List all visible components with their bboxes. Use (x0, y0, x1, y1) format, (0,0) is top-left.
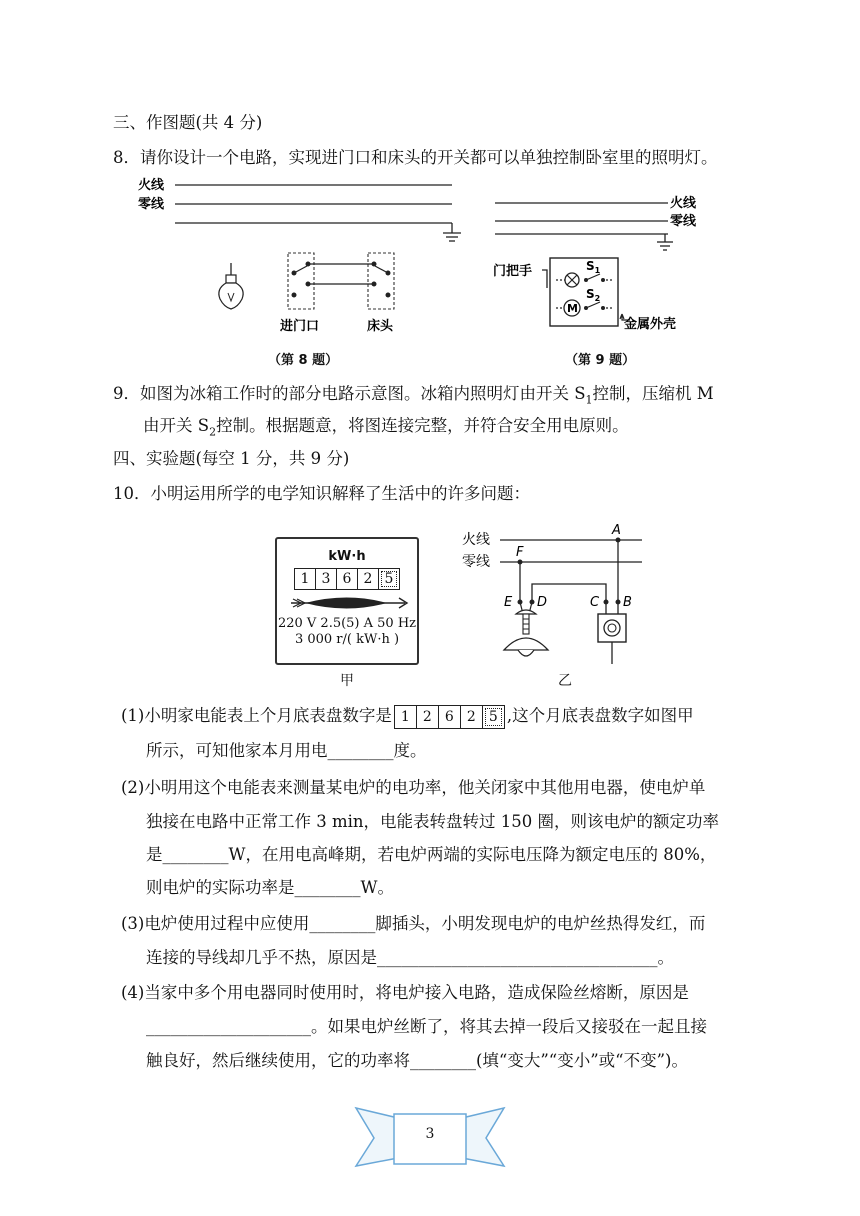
fig9-handle-label: 门把手 (493, 264, 533, 279)
figb-live-label: 火线 (462, 532, 490, 548)
point-b-label: B (623, 595, 632, 610)
fig9-live-label: 火线 (670, 196, 697, 211)
question-8: 8．请你设计一个电路，实现进门口和床头的开关都可以单独控制卧室里的照明灯。 (113, 148, 718, 167)
subquestion-4-line3: 触良好，然后继续使用，它的功率将________(填“变大”“变小”或“不变”)。 (146, 1051, 688, 1070)
figure-9 (490, 190, 730, 335)
point-e-label: E (504, 595, 513, 610)
fig9-shell-label: 金属外壳 (624, 317, 677, 332)
meter-disc-arrow-icon (277, 593, 416, 613)
point-a-label: A (612, 523, 621, 538)
subquestion-2-line3: 是________W，在用电高峰期，若电炉两端的实际电压降为额定电压的 80%， (146, 845, 717, 864)
question-9-line2: 由开关 $S_2$控制。根据题意，将图连接完整，并符合安全用电原则。 (143, 416, 629, 439)
section-3-heading: 三、作图题(共 4 分) (113, 113, 263, 132)
section-4-heading: 四、实验题(每空 1 分，共 9 分) (113, 449, 350, 468)
fig8-live-label: 火线 (138, 178, 165, 193)
subquestion-2-line1: (2)小明用这个电能表来测量某电炉的电功率，他关闭家中其他用电器，使电炉单 (121, 778, 706, 797)
figure-circuit-b (460, 522, 650, 670)
point-f-label: F (516, 545, 524, 560)
page-number: 3 (425, 1126, 435, 1142)
subquestion-3-line1: (3)电炉使用过程中应使用________脚插头，小明发现电炉的电炉丝热得发红，而 (121, 914, 706, 933)
fig8-caption: （第 8 题） (268, 353, 339, 368)
fig8-switch1-label: 进门口 (280, 319, 320, 334)
svg-text:M: M (567, 302, 578, 315)
motor-icon (564, 300, 580, 316)
figb-neutral-label: 零线 (462, 554, 490, 570)
subquestion-2-line2: 独接在电路中正常工作 3 min，电能表转盘转过 150 圈，则该电炉的额定功率 (146, 812, 720, 831)
lamp-icon (565, 273, 579, 287)
point-c-label: C (590, 595, 600, 610)
meter-spec-1: 220 V 2.5(5) A 50 Hz (277, 616, 417, 631)
meter-digits: 1 3 6 2 5 (294, 568, 400, 590)
subquestion-3-line2: 连接的导线却几乎不热，原因是__________________________________。 (146, 948, 674, 967)
fig9-s1-label: $S_1$ (586, 259, 601, 275)
fig9-caption: （第 9 题） (565, 353, 636, 368)
socket-icon (598, 614, 626, 664)
fig8-switch2-label: 床头 (367, 319, 394, 334)
subquestion-2-line4: 则电炉的实际功率是________W。 (146, 878, 394, 897)
bulb-icon (219, 263, 243, 309)
figure-8 (130, 175, 470, 345)
meter-unit: kW·h (328, 549, 366, 564)
meter-caption: 甲 (340, 673, 354, 689)
subquestion-4-line2: ____________________。如果电炉丝断了，将其去掉一段后又接驳在一起且接 (146, 1017, 707, 1036)
fig9-neutral-label: 零线 (670, 214, 697, 229)
question-10: 10．小明运用所学的电学知识解释了生活中的许多问题： (113, 484, 530, 503)
point-d-label: D (537, 595, 548, 610)
fig8-neutral-label: 零线 (138, 197, 165, 212)
subquestion-4-line1: (4)当家中多个用电器同时使用时，将电炉接入电路，造成保险丝熔断，原因是 (121, 983, 689, 1002)
subquestion-1-line1: (1)小明家电能表上个月底表盘数字是 1 2 6 2 5 ,这个月底表盘数字如图甲 (121, 704, 694, 729)
meter-spec-2: 3 000 r/( kW·h ) (294, 632, 400, 647)
question-9-line1: 9．如图为冰箱工作时的部分电路示意图。冰箱内照明灯由开关 $S_1$控制，压缩机 M (113, 384, 714, 407)
previous-month-digits: 1 2 6 2 5 (394, 705, 505, 729)
energy-meter (275, 537, 419, 665)
lamp-fixture-icon (504, 602, 548, 656)
subquestion-1-line2: 所示，可知他家本月用电________度。 (146, 741, 427, 760)
figb-caption: 乙 (558, 673, 572, 689)
switch-box-entrance (288, 253, 314, 309)
fig9-s2-label: $S_2$ (586, 287, 601, 303)
switch-box-bedside (368, 253, 394, 309)
